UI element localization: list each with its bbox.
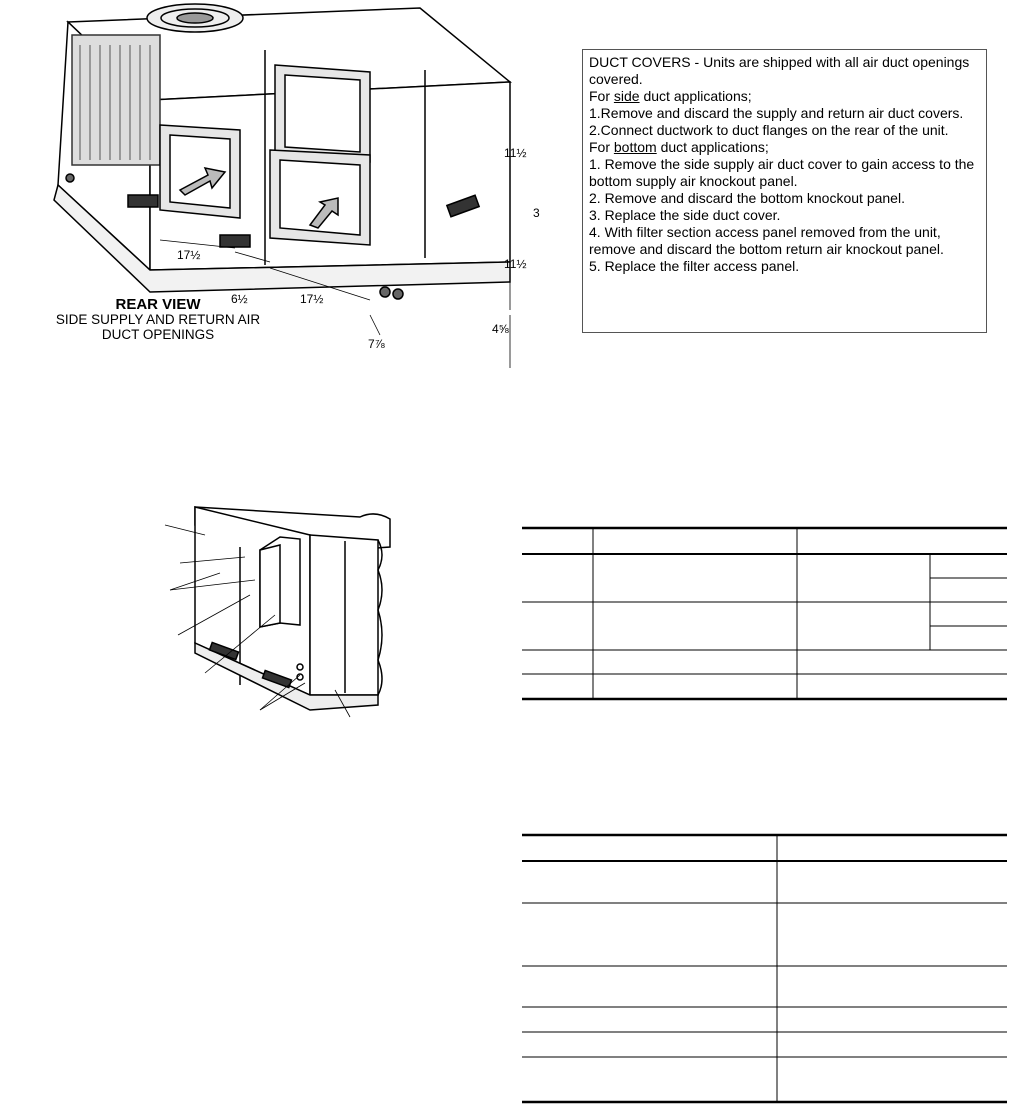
- duct-covers-box: [582, 49, 987, 333]
- side-heading-suffix: duct applications;: [639, 88, 752, 104]
- dim-11-5-bottom: 11½: [504, 257, 527, 271]
- dim-17-5-mid: 17½: [300, 292, 324, 306]
- dim-11-5-top: 11½: [504, 146, 527, 160]
- dim-6-5: 6½: [231, 292, 248, 306]
- rear-view-subtitle-2: DUCT OPENINGS: [101, 327, 215, 342]
- duct-covers-intro: [589, 54, 980, 88]
- table-1: [520, 522, 1009, 707]
- unit-corner-illustration: [160, 495, 400, 725]
- dim-4-5-8: 4⅝: [492, 322, 509, 336]
- side-word: side: [613, 88, 640, 104]
- bottom-step-1: 1. Remove the side supply air duct cover to gain access to the bottom supply air knockout panel.: [589, 156, 975, 189]
- duct-covers-heading: DUCT COVERS: [589, 54, 691, 70]
- bottom-step-2: 2. Remove and discard the bottom knockout panel.: [589, 190, 905, 206]
- bottom-heading: [589, 139, 980, 156]
- dim-17-5-left: 17½: [177, 248, 201, 262]
- bottom-step-4: 4. With filter section access panel removed from the unit, remove and discard the bottom return air knockout panel.: [589, 224, 944, 257]
- table-2: [520, 830, 1009, 1106]
- bottom-heading-suffix: duct applications;: [656, 139, 769, 155]
- side-step-1: 1.Remove and discard the supply and return air duct covers.: [589, 105, 964, 121]
- side-heading-prefix: For: [589, 88, 614, 104]
- bottom-heading-prefix: For: [589, 139, 614, 155]
- bottom-step-3: 3. Replace the side duct cover.: [589, 207, 781, 223]
- bottom-step-5: 5. Replace the filter access panel.: [589, 258, 800, 274]
- side-step-2: 2.Connect ductwork to duct flanges on the rear of the unit.: [589, 122, 949, 138]
- dim-7-7-8: 7⅞: [368, 337, 385, 351]
- rear-view-subtitle-1: SIDE SUPPLY AND RETURN AIR: [55, 312, 261, 327]
- side-heading: [589, 88, 980, 105]
- dim-3: 3: [533, 206, 540, 220]
- bottom-word: bottom: [613, 139, 657, 155]
- duct-covers-intro-text: - Units are shipped with all air duct openings covered.: [589, 54, 970, 87]
- rear-view-caption: [30, 297, 286, 342]
- rear-view-title: REAR VIEW: [115, 296, 201, 313]
